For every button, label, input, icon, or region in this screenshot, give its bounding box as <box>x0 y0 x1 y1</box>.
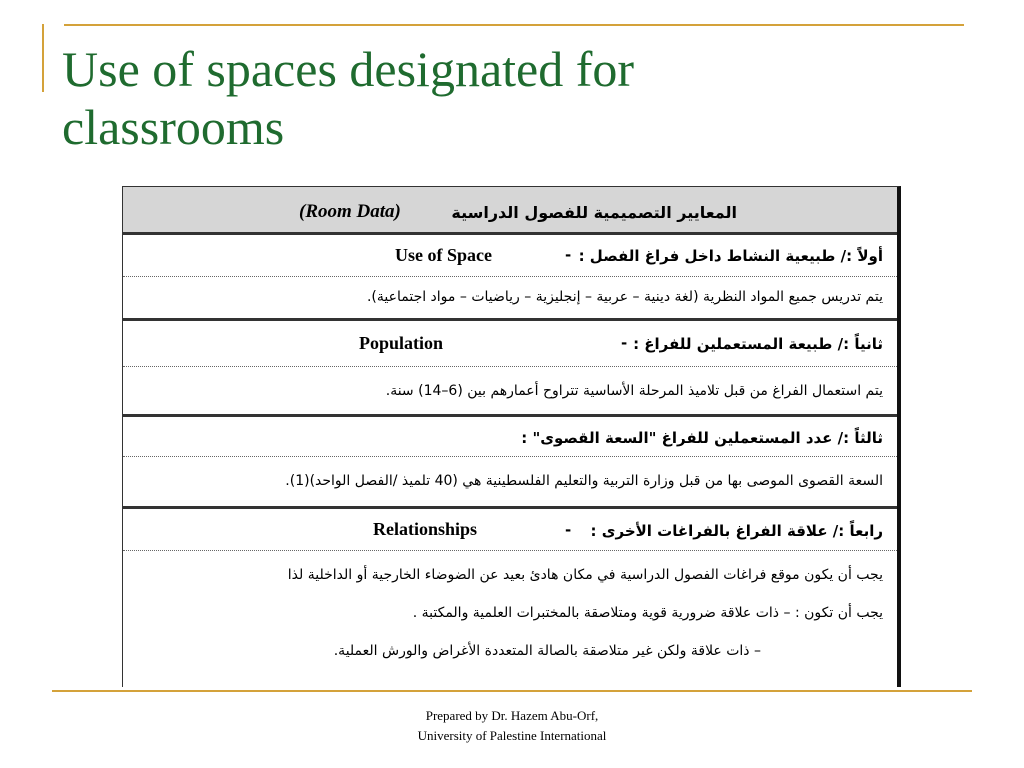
section-row-max-capacity <box>123 417 897 457</box>
top-accent-rule <box>64 24 964 26</box>
section-2-arabic-label: ثانياً :/ طبيعة المستعملين للفراغ : <box>633 335 883 353</box>
section-2-english-label: Population <box>359 333 444 353</box>
section-row-relationships <box>123 509 897 551</box>
section-1-body-text: يتم تدريس جميع المواد النظرية (لغة دينية – عربية – إنجليزية – رياضيات – مواد اجتماعية). <box>366 289 883 305</box>
section-4-dash: - <box>565 521 572 539</box>
header-english-title: (Room Data) <box>299 201 401 222</box>
section-1-english-label: Use of Space <box>395 245 492 265</box>
header-arabic-title: المعايير التصميمية للفصول الدراسية <box>451 203 737 222</box>
left-accent-rule <box>42 24 44 92</box>
section-2-body <box>123 367 897 417</box>
section-4-body-line-3: – ذات علاقة ولكن غير متلاصقة بالصالة المتعددة الأغراض والورش العملية. <box>333 643 761 659</box>
section-4-english-label: Relationships <box>373 519 478 539</box>
footer-institution: University of Palestine International <box>417 728 607 743</box>
slide-title: Use of spaces designated for classrooms <box>62 41 635 155</box>
bottom-accent-rule <box>52 690 972 692</box>
footer-author: Prepared by Dr. Hazem Abu-Orf, <box>425 708 599 723</box>
section-2-body-text: يتم استعمال الفراغ من قبل تلاميذ المرحلة الأساسية تتراوح أعمارهم بين (6–14) سنة. <box>385 383 883 399</box>
section-3-body <box>123 457 897 509</box>
section-1-body <box>123 277 897 321</box>
section-row-population <box>123 321 897 367</box>
section-4-body-line-1: يجب أن يكون موقع فراغات الفصول الدراسية في مكان هادئ بعيد عن الضوضاء الخارجية أو الداخلية لذا <box>287 567 883 583</box>
section-row-use-of-space <box>123 235 897 277</box>
section-3-arabic-label: ثالثاً :/ عدد المستعملين للفراغ "السعة القصوى" : <box>521 429 883 447</box>
section-2-dash: - <box>621 334 628 352</box>
section-1-arabic-label: أولاً :/ طبيعية النشاط داخل فراغ الفصل : <box>578 247 883 265</box>
section-1-dash: - <box>565 246 572 264</box>
section-3-body-text: السعة القصوى الموصى بها من قبل وزارة التربية والتعليم الفلسطينية هي (40 تلميذ /الفصل الواحد)(1). <box>285 473 883 489</box>
table-header-row <box>123 187 897 235</box>
section-4-body-line-2: يجب أن تكون : – ذات علاقة ضرورية قوية ومتلاصقة بالمختبرات العلمية والمكتبة . <box>412 605 883 621</box>
section-4-body <box>123 551 897 687</box>
room-data-table <box>122 186 901 687</box>
section-4-arabic-label: رابعاً :/ علاقة الفراغ بالفراغات الأخرى : <box>590 522 883 540</box>
